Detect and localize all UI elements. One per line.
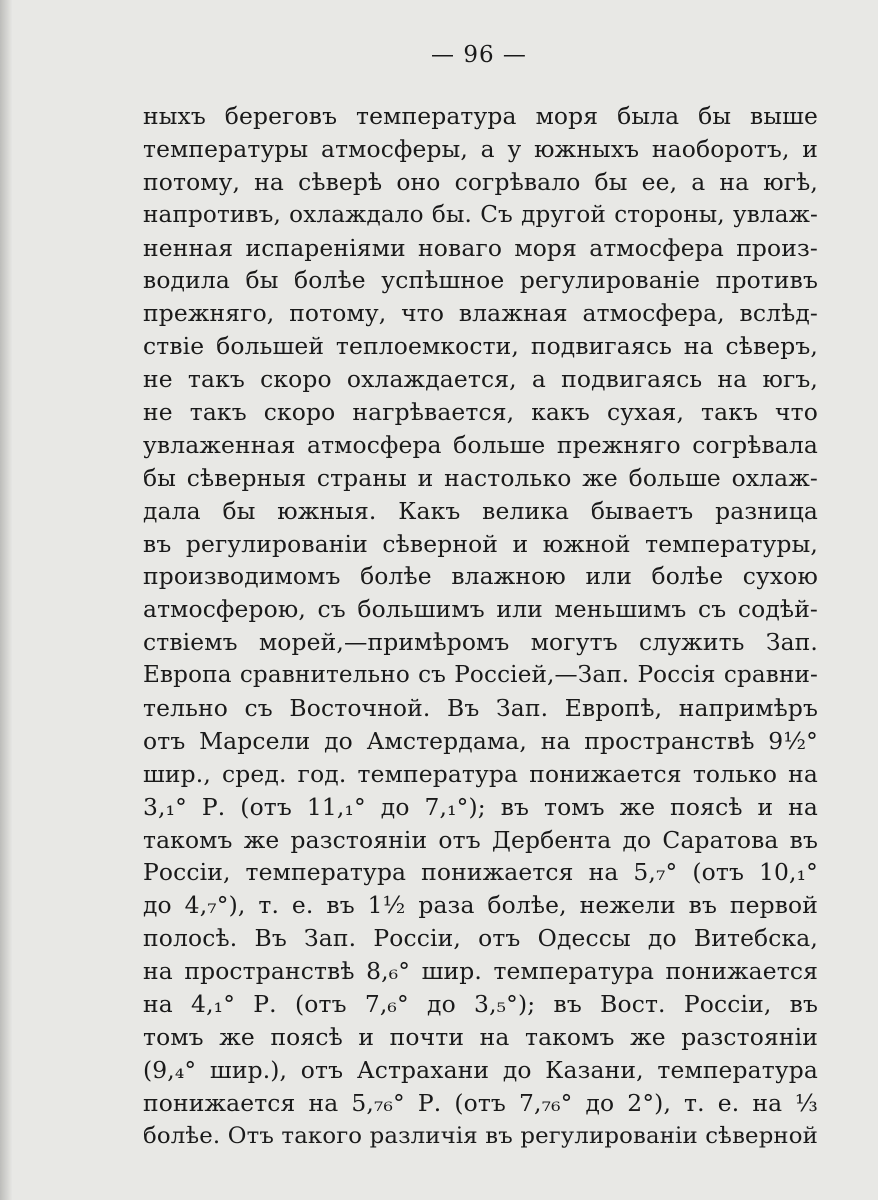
- text-line: ныхъ береговъ температура моря была бы выше: [143, 102, 818, 130]
- text-line: не такъ скоро нагрѣвается, какъ сухая, такъ что: [143, 398, 818, 427]
- text-line: отъ Марсели до Амстердама, на пространствѣ 9½°: [143, 726, 818, 755]
- text-line: до 4,₇°), т. е. въ 1½ раза болѣе, нежели въ первой: [143, 891, 818, 920]
- text-line: прежняго, потому, что влажная атмосфера, вслѣд-: [143, 299, 818, 328]
- text-line: томъ же поясѣ и почти на такомъ же разстояніи: [143, 1022, 818, 1051]
- text-line: напротивъ, охлаждало бы. Съ другой стороны, увлаж-: [143, 201, 818, 228]
- text-line: ствіе большей теплоемкости, подвигаясь на сѣверъ,: [143, 332, 818, 361]
- text-line: ствіемъ морей,—примѣромъ могутъ служить Зап.: [143, 628, 818, 657]
- text-line: водила бы болѣе успѣшное регулированіе противъ: [143, 266, 818, 295]
- text-line: такомъ же разстояніи отъ Дербента до Саратова въ: [143, 825, 818, 854]
- text-line: Россіи, температура понижается на 5,₇° (отъ 10,₁°: [143, 858, 818, 887]
- text-line: (9,₄° шир.), отъ Астрахани до Казани, температура: [143, 1055, 818, 1084]
- text-line: дала бы южныя. Какъ велика бываетъ разница: [143, 496, 818, 525]
- body-text: [143, 100, 818, 1153]
- text-line: 3,₁° Р. (отъ 11,₁° до 7,₁°); въ томъ же поясѣ и на: [143, 792, 818, 821]
- text-line: тельно съ Восточной. Въ Зап. Европѣ, напримѣръ: [143, 694, 818, 723]
- page-edge-shadow: [0, 0, 12, 1200]
- text-line: на пространствѣ 8,₆° шир. температура понижается: [143, 957, 818, 986]
- text-line: не такъ скоро охлаждается, а подвигаясь на югъ,: [143, 365, 818, 394]
- text-line: ненная испареніями новаго моря атмосфера произ-: [143, 233, 818, 262]
- text-line: потому, на сѣверѣ оно согрѣвало бы ее, а на югѣ,: [143, 167, 818, 196]
- text-line: болѣе. Отъ такого различія въ регулированіи сѣверной: [143, 1122, 818, 1149]
- page-number: — 96 —: [431, 42, 527, 68]
- text-line: производимомъ болѣе влажною или болѣе сухою: [143, 562, 818, 591]
- text-line: Европа сравнительно съ Россіей,—Зап. Россія сравни-: [143, 662, 818, 689]
- text-line: понижается на 5,₇₆° Р. (отъ 7,₇₆° до 2°), т. е. на ⅓: [143, 1088, 818, 1117]
- text-line: шир., сред. год. температура понижается только на: [143, 759, 818, 788]
- text-line: атмосферою, съ большимъ или меньшимъ съ содѣй-: [143, 595, 818, 624]
- text-line: увлаженная атмосфера больше прежняго согрѣвала: [143, 430, 818, 459]
- text-line: на 4,₁° Р. (отъ 7,₆° до 3,₅°); въ Вост. Россіи, въ: [143, 990, 818, 1019]
- text-line: температуры атмосферы, а у южныхъ наоборотъ, и: [143, 134, 818, 163]
- text-line: въ регулированіи сѣверной и южной температуры,: [143, 529, 818, 558]
- text-line: полосѣ. Въ Зап. Россіи, отъ Одессы до Витебска,: [143, 924, 818, 953]
- text-line: бы сѣверныя страны и настолько же больше охлаж-: [143, 463, 818, 492]
